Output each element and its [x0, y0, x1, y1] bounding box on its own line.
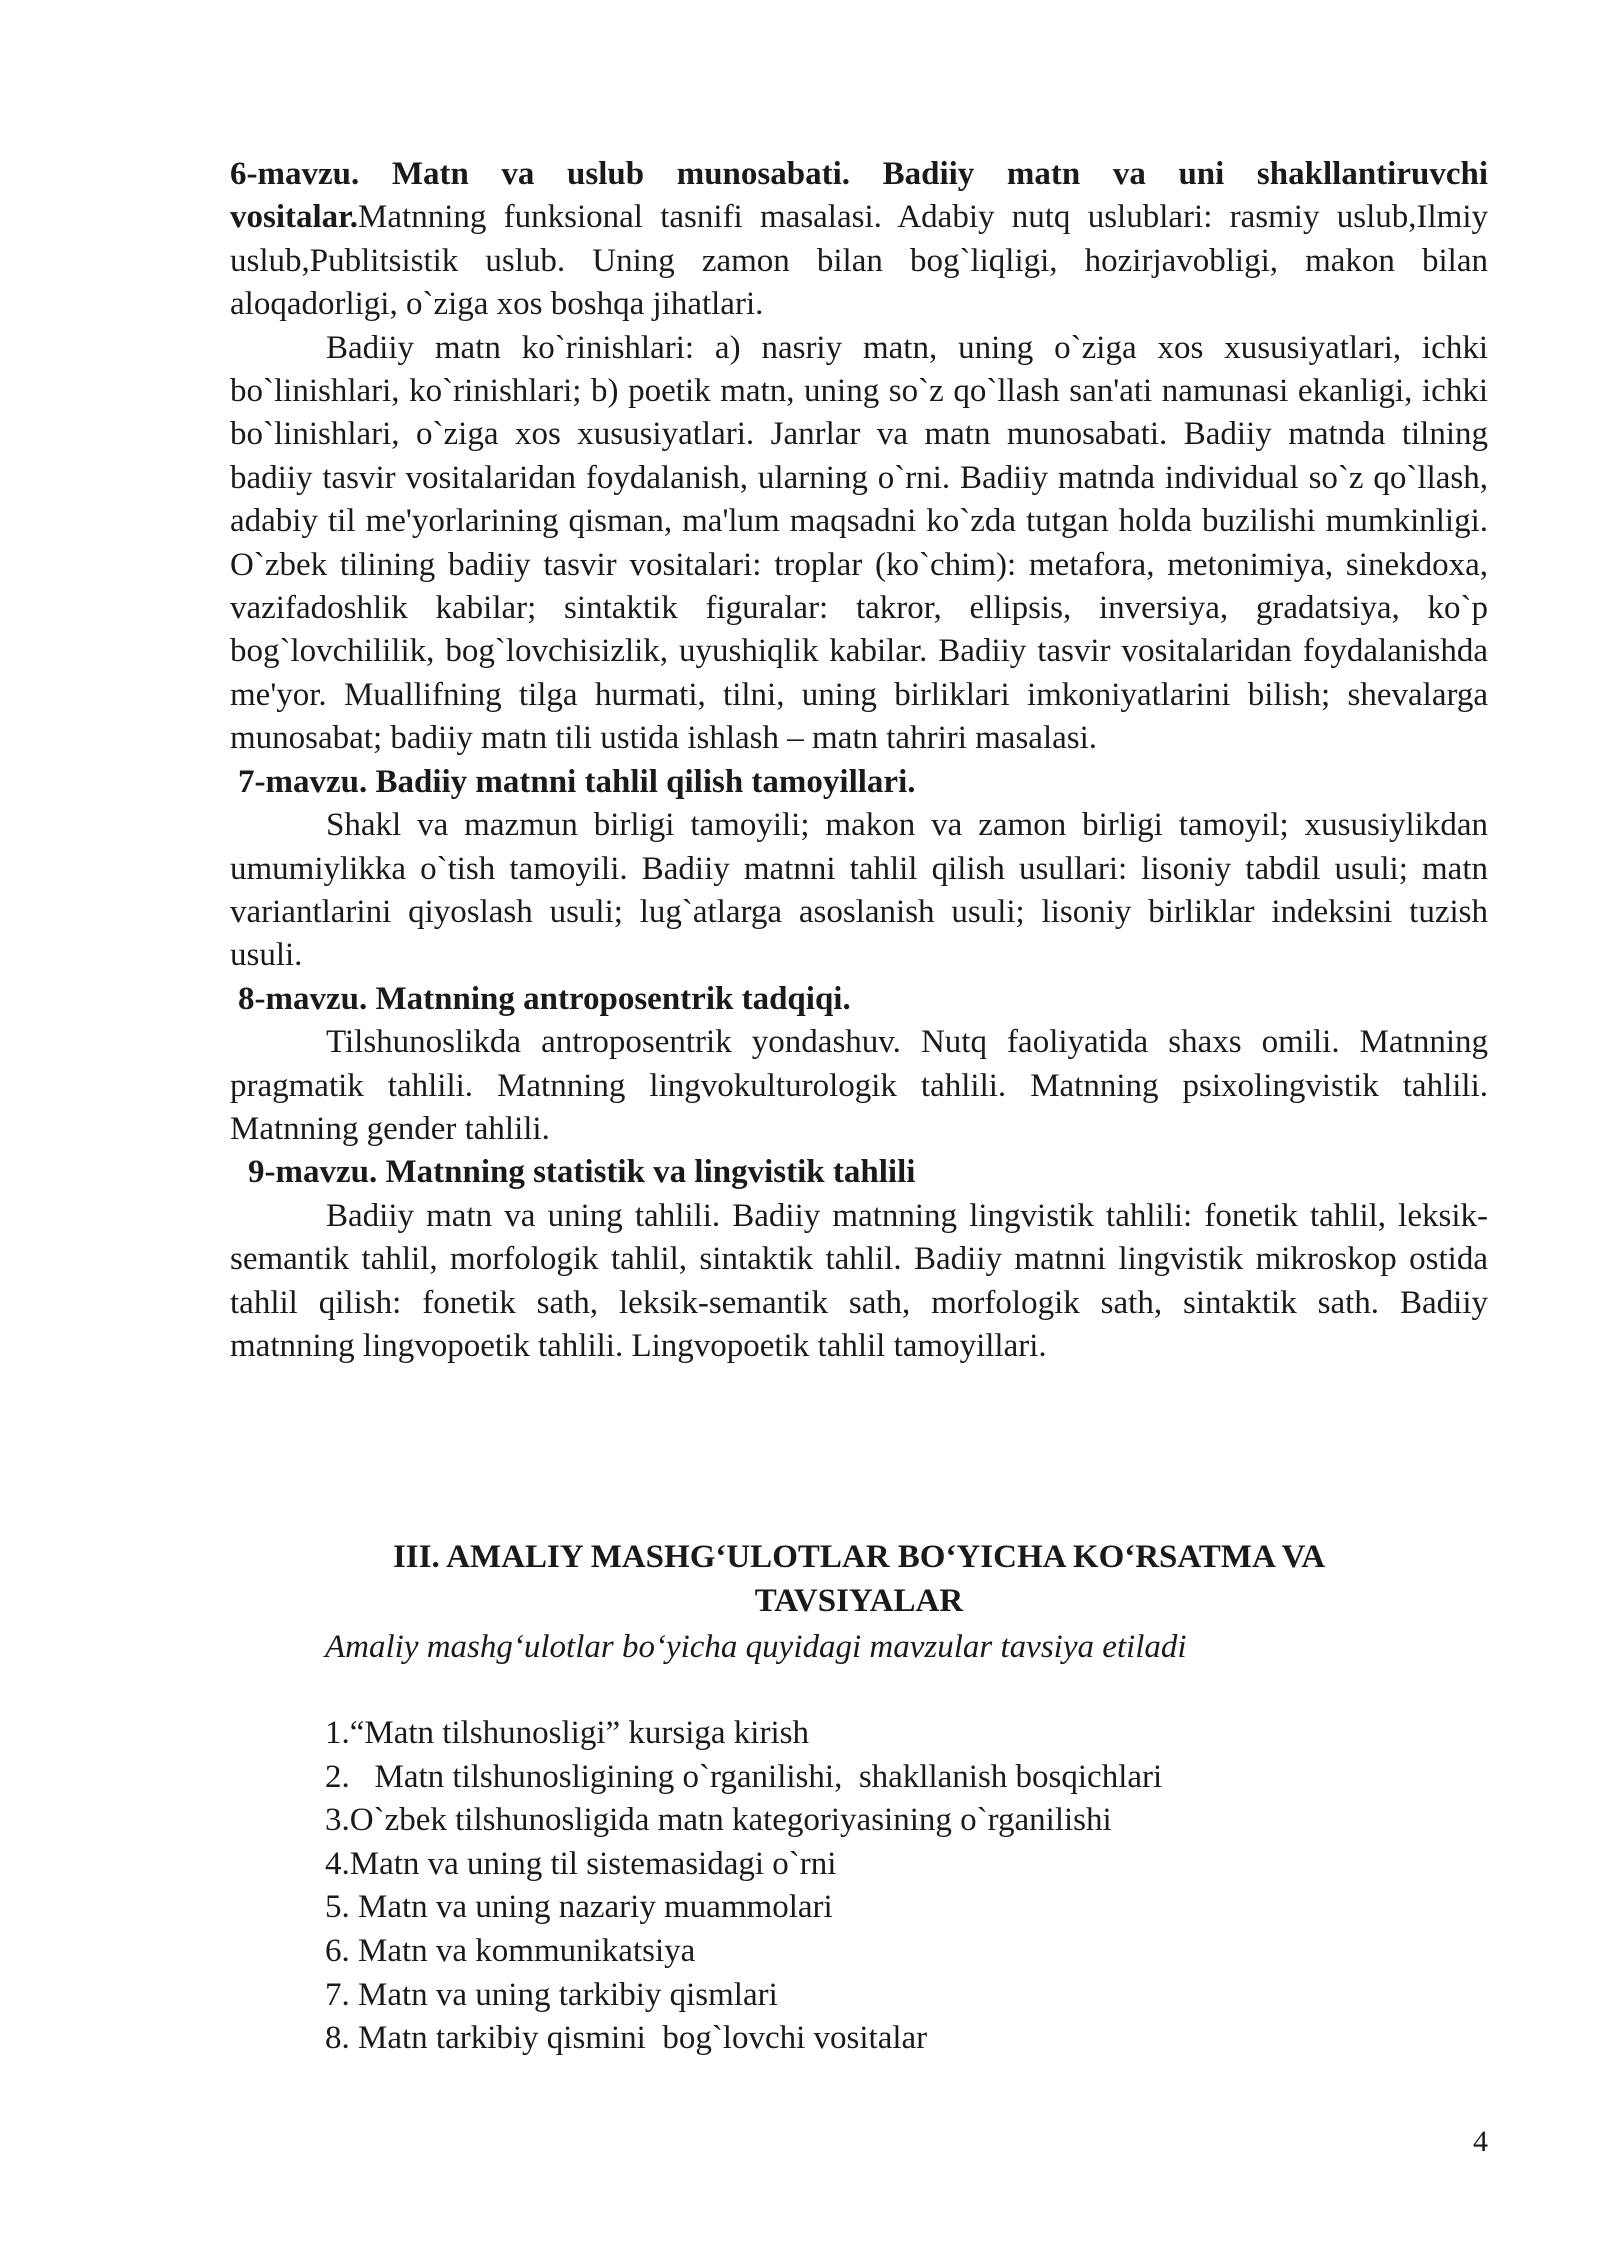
mavzu8-text: Tilshunoslikda antroposentrik yondashuv. Nutq faoliyatida shaxs omili. Matnning pragmatik tahlili. Matnning lingvokulturologik tahlili. Matnning psixolingvistik tahlili. Matnning gender tahlili.: [230, 1024, 1488, 1147]
mavzu6-heading: 6-mavzu. Matn va uslub munosabati. Badiiy matn va uni shakllantiruvchi vositalar.: [230, 156, 1488, 236]
list-item: 5. Matn va uning nazariy muammolari: [325, 1889, 833, 1926]
mavzu9-text: Badiiy matn va uning tahlili. Badiiy matnning lingvistik tahlili: fonetik tahlil, leksik-semantik tahlil, morfologik tahlil, sintaktik tahlil. Badiiy matnni lingvistik mikroskop ostida tahlil qilish: fonetik sath, leksik-semantik sath, morfologik sath, sintaktik sath. Badiiy matnning lingvopoetik tahlili. Lingvopoetik tahlil tamoyillari.: [230, 1197, 1488, 1364]
list-item: 6. Matn va kommunikatsiya: [325, 1932, 696, 1969]
section-title-line-2: TAVSIYALAR: [754, 1583, 964, 1619]
document-body: [230, 153, 1488, 1368]
mavzu6-paragraph: [230, 153, 1488, 327]
section-title: [230, 1535, 1488, 1623]
mavzu6-text: Matnning funksional tasnifi masalasi. Adabiy nutq uslublari: rasmiy uslub,Ilmiy uslub,Publitsistik uslub. Uning zamon bilan bog`liqligi, hozirjavobligi, makon bilan aloqadorligi, o`ziga xos boshqa jihatlari.: [230, 199, 1488, 323]
list-item: 8. Matn tarkibiy qismini bog`lovchi vositalar: [325, 2020, 928, 2057]
list-item: 7. Matn va uning tarkibiy qismlari: [325, 1976, 778, 2013]
list-item: 1.“Matn tilshunosligi” kursiga kirish: [325, 1715, 809, 1751]
section-subtitle: Amaliy mashg‘ulotlar bo‘yicha quyidagi mavzular tavsiya etiladi: [325, 1629, 1187, 1665]
list-item: 4.Matn va uning til sistemasidagi o`rni: [325, 1845, 837, 1882]
mavzu8-heading: 8-mavzu. Matnning antroposentrik tadqiqi.: [238, 980, 851, 1017]
list-item: 3.O`zbek tilshunosligida matn kategoriyasining o`rganilishi: [325, 1802, 1112, 1839]
page-number: 4: [1473, 2125, 1488, 2158]
section-title-line-1: III. AMALIY MASHG‘ULOTLAR BO‘YICHA KO‘RSATMA VA: [392, 1539, 1326, 1575]
mavzu9-heading: 9-mavzu. Matnning statistik va lingvistik tahlili: [248, 1154, 916, 1191]
mavzu6-paragraph-2: Badiiy matn ko`rinishlari: a) nasriy matn, uning o`ziga xos xususiyatlari, ichki bo`linishlari, ko`rinishlari; b) poetik matn, uning so`z qo`llash san'ati namunasi ekanligi, ichki bo`linishlari, o`ziga xos xususiyatlari. Janrlar va matn munosabati. Badiiy matnda tilning badiiy tasvir vositalaridan foydalanish, ularning o`rni. Badiiy matnda individual so`z qo`llash, adabiy til me'yorlarining qisman, ma'lum maqsadni ko`zda tutgan holda buzilishi mumkinligi. O`zbek tilining badiiy tasvir vositalari: troplar (ko`chim): metafora, metonimiya, sinekdoxa, vazifadoshlik kabilar; sintaktik figuralar: takror, ellipsis, inversiya, gradatsiya, ko`p bog`lovchililik, bog`lovchisizlik, uyushiqlik kabilar. Badiiy tasvir vositalaridan foydalanishda me'yor. Muallifning tilga hurmati, tilni, uning birliklari imkoniyatlarini bilish; shevalarga munosabat; badiiy matn tili ustida ishlash – matn tahriri masalasi.: [230, 329, 1488, 757]
mavzu7-heading: 7-mavzu. Badiiy matnni tahlil qilish tamoyillari.: [238, 763, 916, 800]
mavzu7-text: Shakl va mazmun birligi tamoyili; makon va zamon birligi tamoyil; xususiylikdan umumiylikka o`tish tamoyili. Badiiy matnni tahlil qilish usullari: lisoniy tabdil usuli; matn variantlarini qiyoslash usuli; lug`atlarga asoslanish usuli; lisoniy birliklar indeksini tuzish usuli.: [230, 807, 1488, 974]
list-item: 2. Matn tilshunosligining o`rganilishi, shakllanish bosqichlari: [325, 1758, 1163, 1795]
topic-list: [325, 1712, 1162, 2061]
